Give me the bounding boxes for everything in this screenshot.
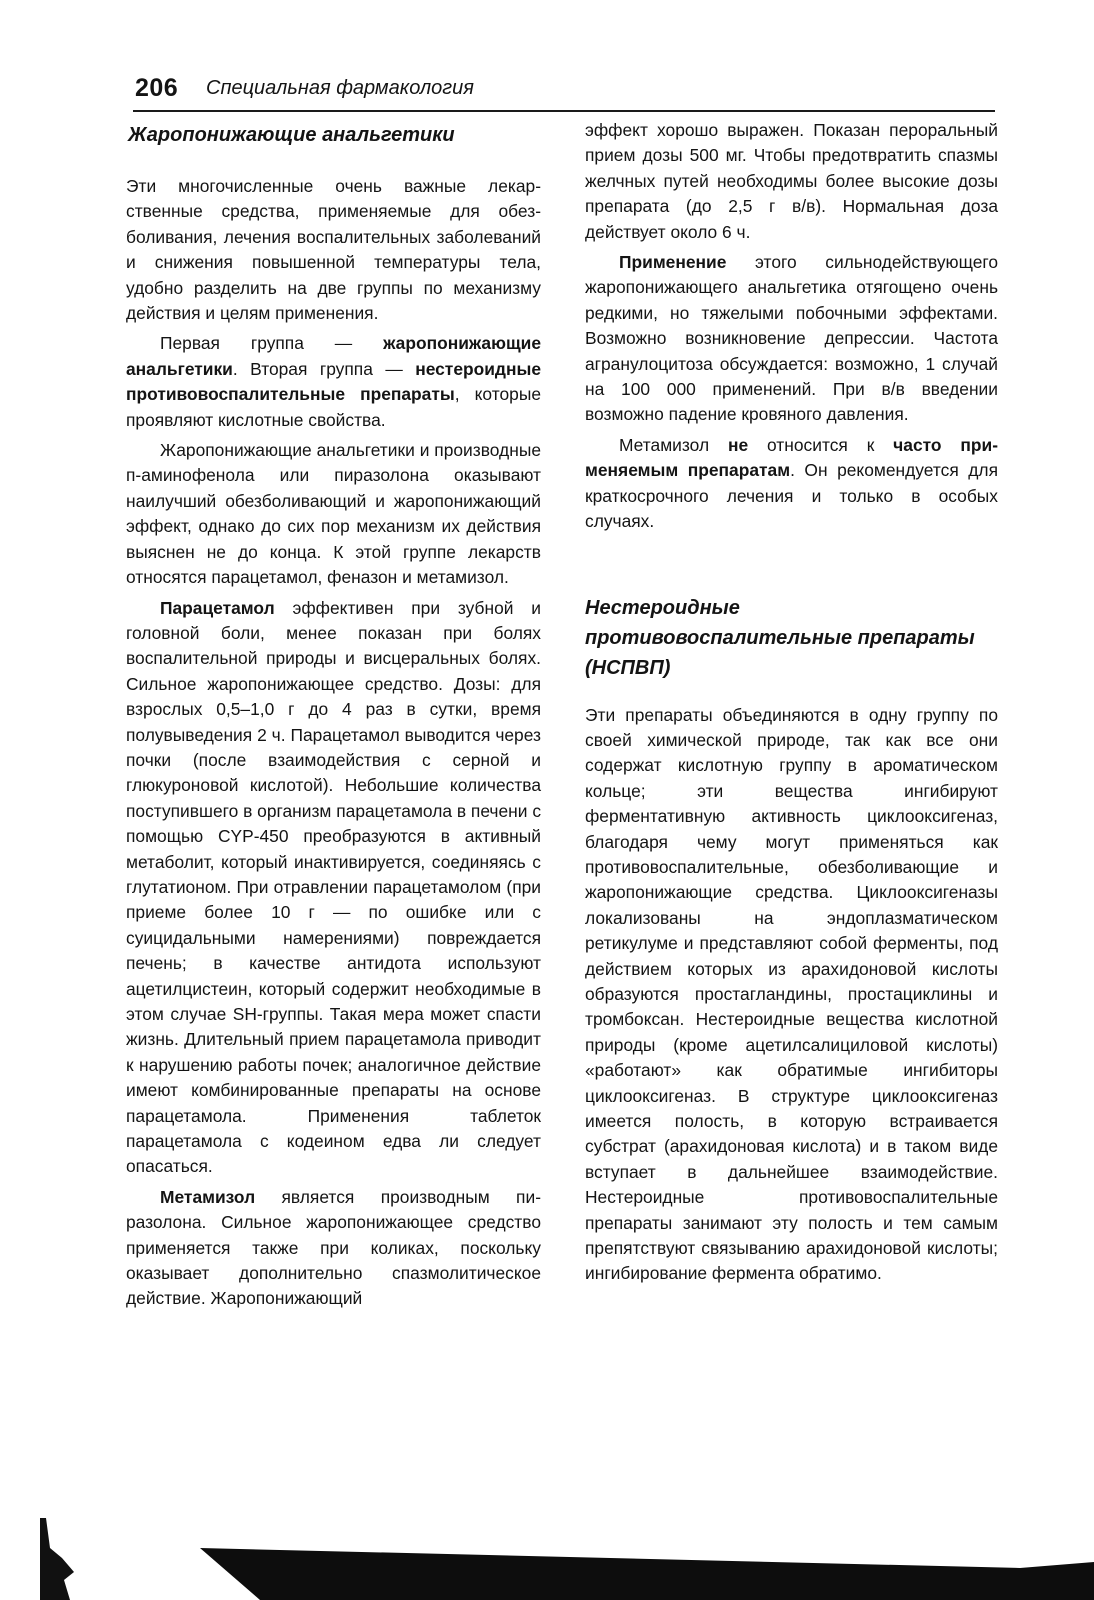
paragraph-continued: эффект хорошо выражен. Показан пероральный прием дозы 500 мг. Чтобы предотвратить спазмы желчных путей необходимы более высокие дозы препарата (до 2,5 г в/в). Нормальная доза действует около 6 ч. [585,120,998,242]
bold-term-paracetamol: Парацетамол [160,597,275,618]
text-run: . Вторая группа — [232,358,416,379]
text-run: является производным пиразолона. Сильное жаропонижающее средство применяется также при коликах, поскольку оказывает дополнительно спазмолитическое действие. Жаропонижающий [126,1186,541,1309]
paragraph-paracetamol [126,596,541,1180]
text-run: этого сильнодействующего жаропонижающего анальгетика отягощено очень редкими, но тяжелыми побочными эффектами. Возможно возникновение депрессии. Частота агранулоцитоза обсуждается: возможно, 1 случай на 100 000 применений. При в/в введении возможно падение кровяного давления. [585,252,998,425]
text-run: относится к [748,434,894,455]
text-run: , которые проявляют кислотные свойства. [126,384,541,430]
paragraph-nsaids: Эти препараты объединяются в одну группу по своей химической природе, так как все они содержат кислотную группу в ароматическом кольце; эти вещества ингибируют ферментативную активность циклооксигеназ, благодаря чему могут применяться как противовоспалительные, обезболивающие и жаропонижающие средства. Циклооксигеназы локализованы на эндоплазматическом ретикулуме и представляют собой ферменты, под действием которых из арахидоновой кислоты образуются простагландины, простациклины и тромбоксан. Нестероидные вещества кислотной природы (кроме ацетилсалициловой кислоты) «работают» как обратимые ингибиторы циклооксигеназ. В структуре циклооксигеназ имеется полость, в которую встраивается субстрат (арахидоновая кислота) и в таком виде вступает в дальнейшее взаимодействие. Нестероидные противовоспалительные препараты занимают эту полость и тем самым препятствуют связыванию арахидоновой кислоты; ингибирование фермента обратимо. [585,704,998,1284]
bold-term: не [727,434,749,455]
paragraph-intro: Эти многочисленные очень важные лекарственные средства, применяемые для обезболивания, лечения воспалительных заболеваний и снижения повышенной температуры тела, удобно разделить на две группы по механизму действия и целям применения. [126,176,541,324]
right-column [585,118,998,1292]
scan-corner-mark [40,1518,100,1600]
section-title-antipyretic-analgesics: Жаропонижающие анальгетики [128,124,455,146]
text-run: Первая группа — [160,333,384,354]
paragraph-groups [126,331,541,433]
paragraph-metamizole [126,1185,541,1312]
text-run: . Он рекомендуется для краткосрочного лечения и только в особых случаях. [585,460,998,532]
paragraph-derivatives: Жаропонижающие анальгетики и производные п-аминофенола или пиразолона оказывают наилучший обезболивающий и жаропонижающий эффект, однако до сих пор механизм их действия выяснен не до конца. К этой группе лекарств относятся парацетамол, феназон и метамизол. [126,440,541,588]
left-column [126,118,541,1317]
running-title: Специальная фармакология [206,77,474,99]
bold-term: часто применяемым препаратам [585,434,998,481]
page-number: 206 [135,74,179,102]
section-title-nsaids: Нестероидные противовоспалительные препараты (НСПВП) [585,596,975,679]
text-run: эффективен при зубной и головной боли, менее показан при болях воспалительной природы и висцеральных болях. Сильное жаропонижающее средство. Дозы: для взрослых 0,5–1,0 г до 4 раз в сутки, время полувыведения 2 ч. Парацетамол выводится через почки (после взаимодействия с серной и глюкуроновой кислотой). Небольшие количества поступившего в организм парацетамола в печени с помощью CYP-450 преобразуются в активный метаболит, который инактивируется, соединяясь с глутатионом. При отравлении парацетамолом (при приеме более 10 г — по ошибке или с суицидальными намерениями) повреждается печень; в качестве антидота используют ацетилцистеин, который содержит необходимые в этом случае SH-группы. Такая мера может спасти жизнь. Длительный прием парацетамола приводит к нарушению работы почек; аналогичное действие имеют комбинированные препараты на основе парацетамола. Применения таблеток парацетамола с кодеином едва ли следует опасаться. [126,597,542,1177]
page-header [133,72,995,112]
scan-bottom-band [200,1548,1094,1600]
paragraph-application [585,250,998,428]
paragraph-metamizole-usage [585,433,998,535]
text-run: Метамизол [619,434,728,455]
bold-term-metamizole: Метамизол [160,1186,256,1207]
bold-term: жаропонижающие анальгетики [126,333,541,379]
bold-term-application: Применение [619,252,727,273]
bold-term: нестероидные противовоспалительные препараты [126,358,541,405]
